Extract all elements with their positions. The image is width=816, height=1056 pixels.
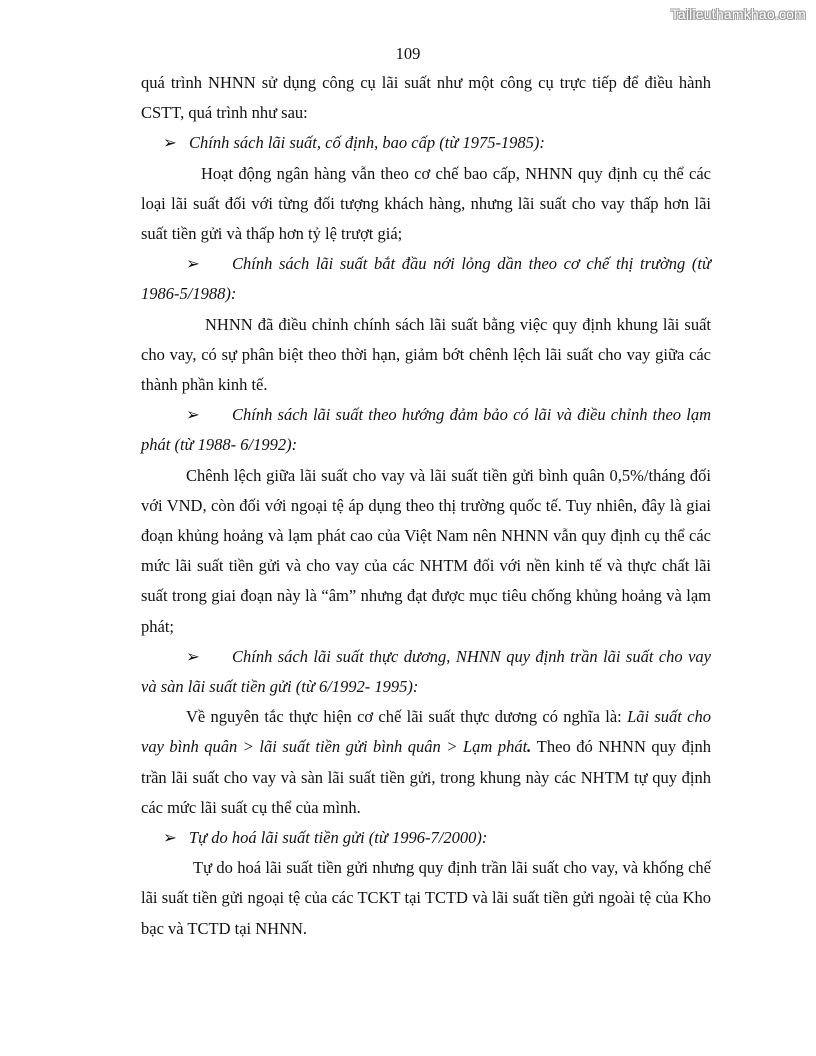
section-heading-2 xyxy=(141,249,711,309)
arrow-bullet-icon: ➢ xyxy=(163,828,177,848)
section-heading-4 xyxy=(141,642,711,702)
arrow-bullet-icon: ➢ xyxy=(163,133,177,153)
section-heading-3 xyxy=(141,400,711,460)
paragraph-2: NHNN đã điều chỉnh chính sách lãi suất bằng việc quy định khung lãi suất cho vay, có sự phân biệt theo thời hạn, giảm bớt chênh lệch lãi suất cho vay giữa các thành phần kinh tế. xyxy=(141,314,711,395)
arrow-bullet-icon: ➢ xyxy=(186,646,200,666)
paragraph-3: Chênh lệch giữa lãi suất cho vay và lãi suất tiền gửi bình quân 0,5%/tháng đối với VND, còn đối với ngoại tệ áp dụng theo thị trường quốc tế. Tuy nhiên, đây là giai đoạn khủng hoảng và lạm phát cao của Việt Nam nên NHNN vẫn quy định cụ thể các mức lãi suất tiền gửi và cho vay của các NHTM đối với nền kinh tế và thực chất lãi suất trong giai đoạn này là “âm” nhưng đạt được mục tiêu chống khủng hoảng và lạm phát; xyxy=(141,465,711,636)
arrow-bullet-icon: ➢ xyxy=(186,254,200,274)
paragraph-4-dot: . xyxy=(527,737,537,757)
watermark: Tailieuthamkhao.com xyxy=(670,6,806,22)
section-heading-4-text: Chính sách lãi suất thực dương, NHNN quy định trần lãi suất cho vay và sàn lãi suất tiền gửi (từ 6/1992- 1995): xyxy=(141,646,711,697)
section-heading-1-text: Chính sách lãi suất, cố định, bao cấp (từ 1975-1985): xyxy=(189,133,545,153)
page-number: 109 xyxy=(395,44,421,63)
arrow-bullet-icon: ➢ xyxy=(186,405,200,425)
section-heading-5 xyxy=(141,823,711,853)
paragraph-5: Tự do hoá lãi suất tiền gửi nhưng quy định trần lãi suất cho vay, và khống chế lãi suất tiền gửi ngoại tệ của các TCKT tại TCTD và lãi suất tiền gửi ngoài tệ của Kho bạc và TCTD tại NHNN. xyxy=(141,858,711,938)
intro-paragraph: quá trình NHNN sử dụng công cụ lãi suất như một công cụ trực tiếp để điều hành CSTT, quá trình như sau: xyxy=(141,73,711,123)
section-heading-1 xyxy=(141,128,711,158)
section-heading-3-text: Chính sách lãi suất theo hướng đảm bảo có lãi và điều chỉnh theo lạm phát (từ 1988- 6/1992): xyxy=(141,405,711,455)
paragraph-4-formula: Lãi suất cho vay bình quân > lãi suất tiền gửi bình quân > Lạm phát xyxy=(141,707,712,757)
paragraph-1: Hoạt động ngân hàng vẫn theo cơ chế bao cấp, NHNN quy định cụ thể các loại lãi suất đối với từng đối tượng khách hàng, nhưng lãi suất cho vay thấp hơn lãi suất tiền gửi và thấp hơn tỷ lệ trượt giá; xyxy=(141,163,711,244)
paragraph-4 xyxy=(141,702,711,823)
paragraph-4-intro: Về nguyên tắc thực hiện cơ chế lãi suất thực dương có nghĩa là: xyxy=(186,707,628,727)
document-body xyxy=(141,68,711,944)
section-heading-2-text: Chính sách lãi suất bắt đầu nới lỏng dần theo cơ chế thị trường (từ 1986-5/1988): xyxy=(141,254,711,304)
section-heading-5-text: Tự do hoá lãi suất tiền gửi (từ 1996-7/2000): xyxy=(189,828,488,848)
paragraph-4-rest: Theo đó NHNN quy định trần lãi suất cho vay và sàn lãi suất tiền gửi, trong khung này các NHTM tự quy định các mức lãi suất cụ thể của mình. xyxy=(141,737,711,817)
